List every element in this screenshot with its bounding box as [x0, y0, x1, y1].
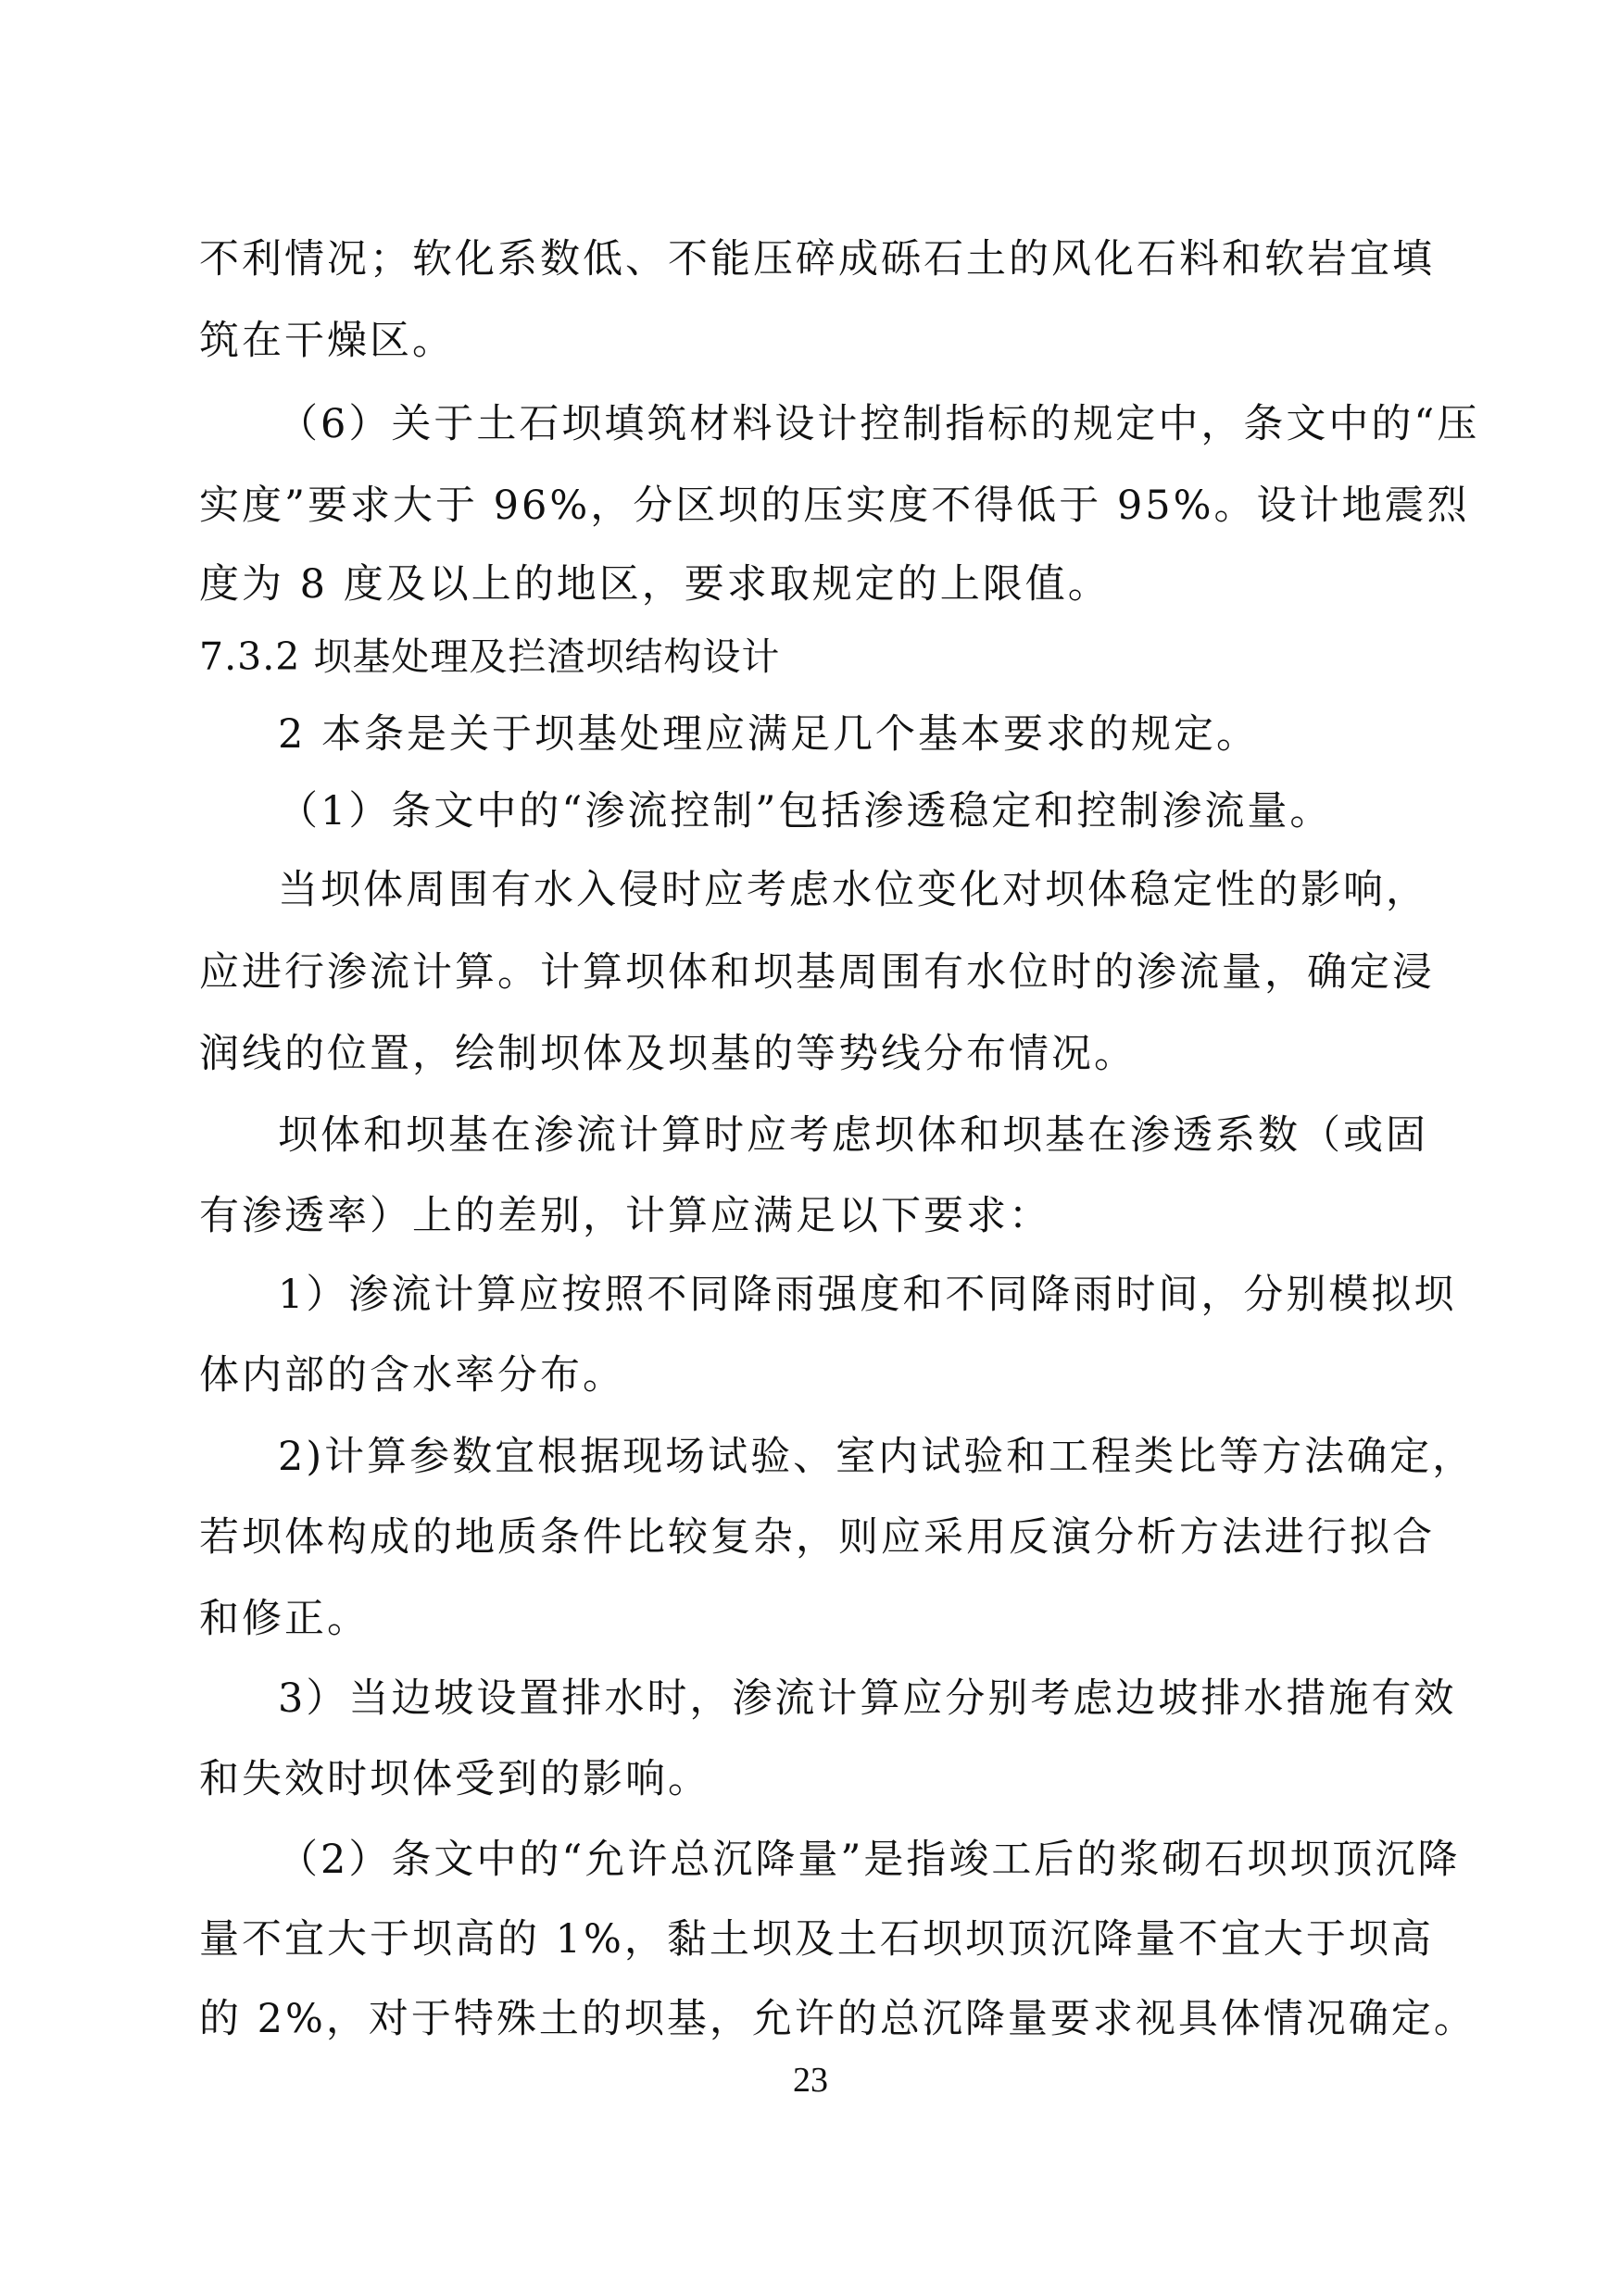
text-line-2: 筑在干燥区。: [199, 318, 455, 364]
text-line-9: 当坝体周围有水入侵时应考虑水位变化对坝体稳定性的影响，: [278, 867, 1428, 913]
text-line-7: 2 本条是关于坝基处理应满足几个基本要求的规定。: [278, 711, 1260, 758]
text-line-12: 坝体和坝基在渗流计算时应考虑坝体和坝基在渗透系数（或固: [278, 1112, 1428, 1159]
text-line-22: 量不宜大于坝高的 1%，黏土坝及土石坝坝顶沉降量不宜大于坝高: [199, 1916, 1434, 1963]
page-number: 23: [793, 2061, 828, 2100]
text-line-11: 润线的位置，绘制坝体及坝基的等势线分布情况。: [199, 1031, 1137, 1077]
text-line-8: （1）条文中的“渗流控制”包括渗透稳定和控制渗流量。: [278, 788, 1333, 834]
text-line-10: 应进行渗流计算。计算坝体和坝基周围有水位时的渗流量，确定浸: [199, 949, 1435, 996]
text-line-14: 1）渗流计算应按照不同降雨强度和不同降雨时间，分别模拟坝: [278, 1272, 1457, 1318]
text-line-20: 和失效时坝体受到的影响。: [199, 1756, 710, 1802]
text-line-17: 若坝体构成的地质条件比较复杂，则应采用反演分析方法进行拟合: [199, 1514, 1435, 1561]
text-line-3: （6）关于土石坝填筑材料设计控制指标的规定中，条文中的“压: [278, 401, 1480, 447]
section-heading: 7.3.2 坝基处理及拦渣坝结构设计: [199, 634, 781, 679]
text-line-18: 和修正。: [199, 1596, 370, 1642]
text-line-1: 不利情况；软化系数低、不能压碎成砾石土的风化石料和软岩宜填: [199, 236, 1435, 282]
text-line-23: 的 2%，对于特殊土的坝基，允许的总沉降量要求视具体情况确定。: [199, 1996, 1476, 2042]
text-line-19: 3）当边坡设置排水时，渗流计算应分别考虑边坡排水措施有效: [278, 1675, 1457, 1722]
text-line-15: 体内部的含水率分布。: [199, 1352, 625, 1399]
text-line-4: 实度”要求大于 96%，分区坝的压实度不得低于 95%。设计地震烈: [199, 483, 1470, 529]
text-line-5: 度为 8 度及以上的地区，要求取规定的上限值。: [199, 561, 1111, 608]
text-line-21: （2）条文中的“允许总沉降量”是指竣工后的浆砌石坝坝顶沉降: [278, 1837, 1461, 1883]
text-line-13: 有渗透率）上的差别，计算应满足以下要求：: [199, 1193, 1051, 1239]
text-line-16: 2)计算参数宜根据现场试验、室内试验和工程类比等方法确定，: [278, 1434, 1476, 1480]
